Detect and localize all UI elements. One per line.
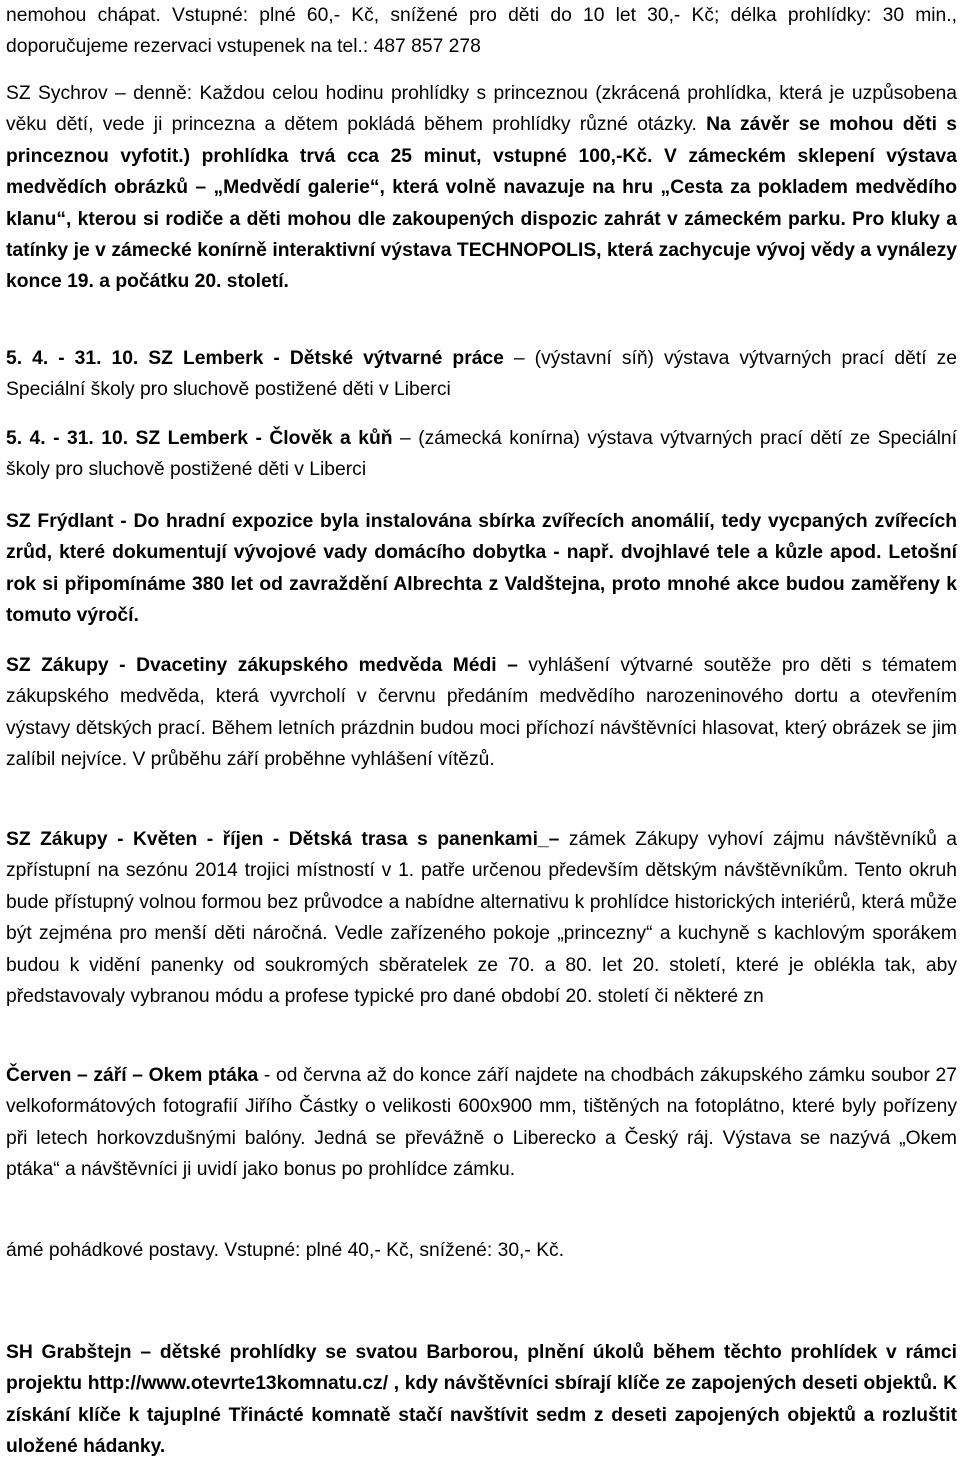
- bold-text: Červen – září – Okem ptáka: [6, 1065, 259, 1086]
- paragraph-sh-grabstejn: [6, 1337, 957, 1463]
- regular-text: nemohou chápat. Vstupné: plné 60,- Kč, snížené pro děti do 10 let 30,- Kč; délka prohlídky: 30 min., doporučujeme rezervaci vstupenek na tel.: 487 857 278: [6, 5, 957, 58]
- bold-text: Na závěr se mohou děti s princeznou vyfotit.) prohlídka trvá cca 25 minut, vstupné 100,-Kč. V zámeckém sklepení výstava medvědích obrázků – „Medvědí galerie“, která volně navazuje na hru „Cesta za pokladem medvědího klanu“, kterou si rodiče a děti mohou dle zakoupených dispozic zahrát v zámeckém parku. Pro kluky a tatínky je v zámecké konírně interaktivní výstava TECHNOPOLIS, která zachycuje vývoj vědy a vynálezy konce 19. a počátku 20. století.: [6, 114, 958, 293]
- paragraph-sz-sychrov: [6, 78, 957, 298]
- bold-text: SZ Frýdlant - Do hradní expozice byla instalována sbírka zvířecích anomálií, tedy vycpaných zvířecích zrůd, které dokumentují vývojové vady domácího dobytka - např. dvojhlavé tele a kůzle apod. Letošní rok si připomínáme 380 let od zavraždění Albrechta z Valdštejna, proto mnohé akce budou zaměřeny k tomuto výročí.: [6, 511, 957, 627]
- paragraph-lemberk-vytvarne: [6, 343, 957, 406]
- regular-text: ámé pohádkové postavy. Vstupné: plné 40,- Kč, snížené: 30,- Kč.: [6, 1240, 565, 1261]
- paragraph-zakupy-trasa: [6, 824, 957, 1012]
- bold-text: SZ Zákupy - Květen - říjen - Dětská trasa s panenkami_–: [6, 829, 560, 850]
- regular-text: SZ Sychrov – denně: Každou celou hodinu prohlídky s princeznou (zkrácená prohlídka, která je uzpůsobena věku dětí, vede ji princezna a dětem pokládá během prohlídky různé otázky.: [6, 83, 957, 136]
- regular-text: - od června až do konce září najdete na chodbách zákupského zámku soubor 27 velkoformátových fotografií Jiřího Částky o velikosti 600x900 mm, tištěných na fotoplátno, které byly pořízeny při letech horkovzdušnými balóny. Jedná se převážně o Liberecko a Český ráj. Výstava se nazývá „Okem ptáka“ a návštěvníci ji uvidí jako bonus po prohlídce zámku.: [6, 1065, 957, 1181]
- paragraph-vstupne-sychrov: [6, 0, 957, 63]
- regular-text: vyhlášení výtvarné soutěže pro děti s tématem zákupského medvěda, která vyvrcholí v červnu předáním medvědího narozeninového dortu a otevřením výstavy dětských prací. Během letních prázdnin budou moci příchozí návštěvníci hlasovat, který obrázek se jim zalíbil nejvíce. V průběhu září proběhne vyhlášení vítězů.: [6, 655, 957, 771]
- regular-text: – (zámecká konírna) výstava výtvarných prací dětí ze Speciální školy pro sluchově postižené děti v Liberci: [6, 428, 957, 481]
- regular-text: – (výstavní síň) výstava výtvarných prací dětí ze Speciální školy pro sluchově postižené děti v Liberci: [6, 348, 957, 401]
- paragraph-lemberk-clovek: [6, 423, 957, 486]
- paragraph-okem-ptaka: [6, 1060, 957, 1186]
- paragraph-pohadkove-postavy: [6, 1235, 957, 1266]
- bold-text: 5. 4. - 31. 10. SZ Lemberk - Člověk a kůň: [6, 428, 393, 449]
- paragraph-sz-frydlant: [6, 506, 957, 632]
- bold-text: SH Grabštejn – dětské prohlídky se svatou Barborou, plnění úkolů během těchto prohlídek v rámci projektu http://www.otevrte13komnatu.cz/ , kdy návštěvníci sbírají klíče ze zapojených deseti objektů. K získání klíče k tajuplné Třinácté komnatě stačí navštívit sedm z deseti zapojených objektů a rozluštit uložené hádanky.: [6, 1342, 957, 1458]
- regular-text: zámek Zákupy vyhoví zájmu návštěvníků a zpřístupní na sezónu 2014 trojici místností v 1. patře určenou především dětským návštěvníkům. Tento okruh bude přístupný volnou formou bez průvodce a nabídne alternativu k prohlídce historických interiérů, která může být zejména pro menší děti náročná. Vedle zařízeného pokoje „princezny“ a kuchyně s kachlovým sporákem budou k vidění panenky od soukromých sběratelek ze 70. a 80. let 20. století, které je oblékla tak, aby představovaly vybranou módu a profese typické pro dané období 20. století či některé zn: [6, 829, 958, 1008]
- bold-text: SZ Zákupy - Dvacetiny zákupského medvěda Médi –: [6, 655, 518, 676]
- bold-text: 5. 4. - 31. 10. SZ Lemberk - Dětské výtvarné práce: [6, 348, 504, 369]
- paragraph-zakupy-medi: [6, 650, 957, 776]
